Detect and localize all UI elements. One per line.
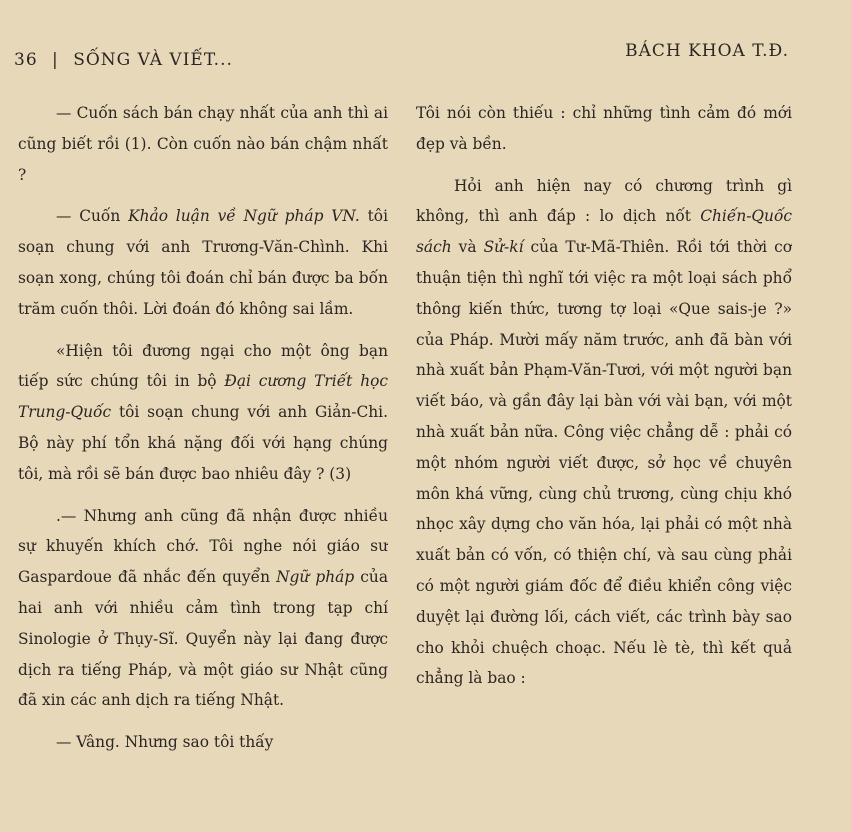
text-run: — Cuốn xyxy=(56,207,129,226)
running-header-right: BÁCH KHOA T.Đ. xyxy=(625,41,789,61)
italic-title: Ngữ pháp xyxy=(276,568,355,587)
italic-title: Khảo luận về Ngữ pháp VN. xyxy=(128,207,360,226)
text-run: Tôi nói còn thiếu : chỉ những tình cảm đó mới đẹp và bền. xyxy=(416,104,792,153)
italic-title: Chiến-Quốc sách xyxy=(416,207,792,257)
header-separator: | xyxy=(52,50,59,70)
right-text-column xyxy=(416,98,792,832)
italic-title: Đại cương Triết học Trung-Quốc xyxy=(18,372,388,422)
paragraph xyxy=(18,501,388,717)
text-run: và xyxy=(451,238,484,257)
text-run: của hai anh với nhiều cảm tình trong tạp chí Sinologie ở Thụy-Sĩ. Quyển này lại đang được dịch ra tiếng Pháp, và một giáo sư Nhật cũng đã xin các anh dịch ra tiếng Nhật. xyxy=(18,568,388,710)
paragraph xyxy=(416,98,792,160)
text-run: tôi soạn chung với anh Trương-Văn-Chình. Khi soạn xong, chúng tôi đoán chỉ bán được ba bốn trăm cuốn thôi. Lời đoán đó không sai lầm. xyxy=(18,207,388,318)
paragraph xyxy=(18,98,388,190)
paragraph xyxy=(18,336,388,490)
text-run: «Hiện tôi đương ngại cho một ông bạn tiếp sức chúng tôi in bộ xyxy=(18,341,388,391)
running-title: SỐNG VÀ VIẾT... xyxy=(73,50,233,70)
italic-title: Sử-kí xyxy=(483,238,524,257)
text-run: .— Nhưng anh cũng đã nhận được nhiều sự khuyến khích chớ. Tôi nghe nói giáo sư Gaspardoue đã nhắc đến quyển xyxy=(18,506,388,587)
text-run: tôi soạn chung với anh Giản-Chi. Bộ này phí tổn khá nặng đối với hạng chúng tôi, mà rồi sẽ bán được bao nhiêu đây ? (3) xyxy=(18,403,388,483)
paragraph xyxy=(18,201,388,324)
text-run: — Cuốn sách bán chạy nhất của anh thì ai cũng biết rồi (1). Còn cuốn nào bán chậm nhất ? xyxy=(18,104,388,184)
text-run: Hỏi anh hiện nay có chương trình gì không, thì anh đáp : lo dịch nốt xyxy=(416,176,792,226)
running-header-left xyxy=(14,50,233,70)
paragraph xyxy=(416,171,792,695)
text-run: của Tư-Mã-Thiên. Rồi tới thời cơ thuận tiện thì nghĩ tới việc ra một loại sách phổ thông kiến thức, tương tợ loại «Que sais-je ?» của Pháp. Mười mấy năm trước, anh đã bàn với nhà xuất bản Phạm-Văn-Tươi, với một người bạn viết báo, và gần đây lại bàn với vài bạn, với một nhà xuất bản nữa. Công việc chẳng dễ : phải có một nhóm người viết được, sở học về chuyên môn khá vững, cùng chủ trương, cùng chịu khó nhọc xây dựng cho văn hóa, lại phải có một nhà xuất bản có vốn, có thiện chí, và sau cùng phải có một người giám đốc để điều khiển công việc duyệt lại đường lối, cách viết, các trình bày sao cho khỏi chuệch choạc. Nếu lè tè, thì kết quả chẳng là bao : xyxy=(416,238,792,688)
paragraph xyxy=(18,727,388,758)
page-number: 36 xyxy=(14,50,38,70)
text-run: — Vâng. Nhưng sao tôi thấy xyxy=(56,733,274,752)
left-text-column xyxy=(18,98,388,832)
